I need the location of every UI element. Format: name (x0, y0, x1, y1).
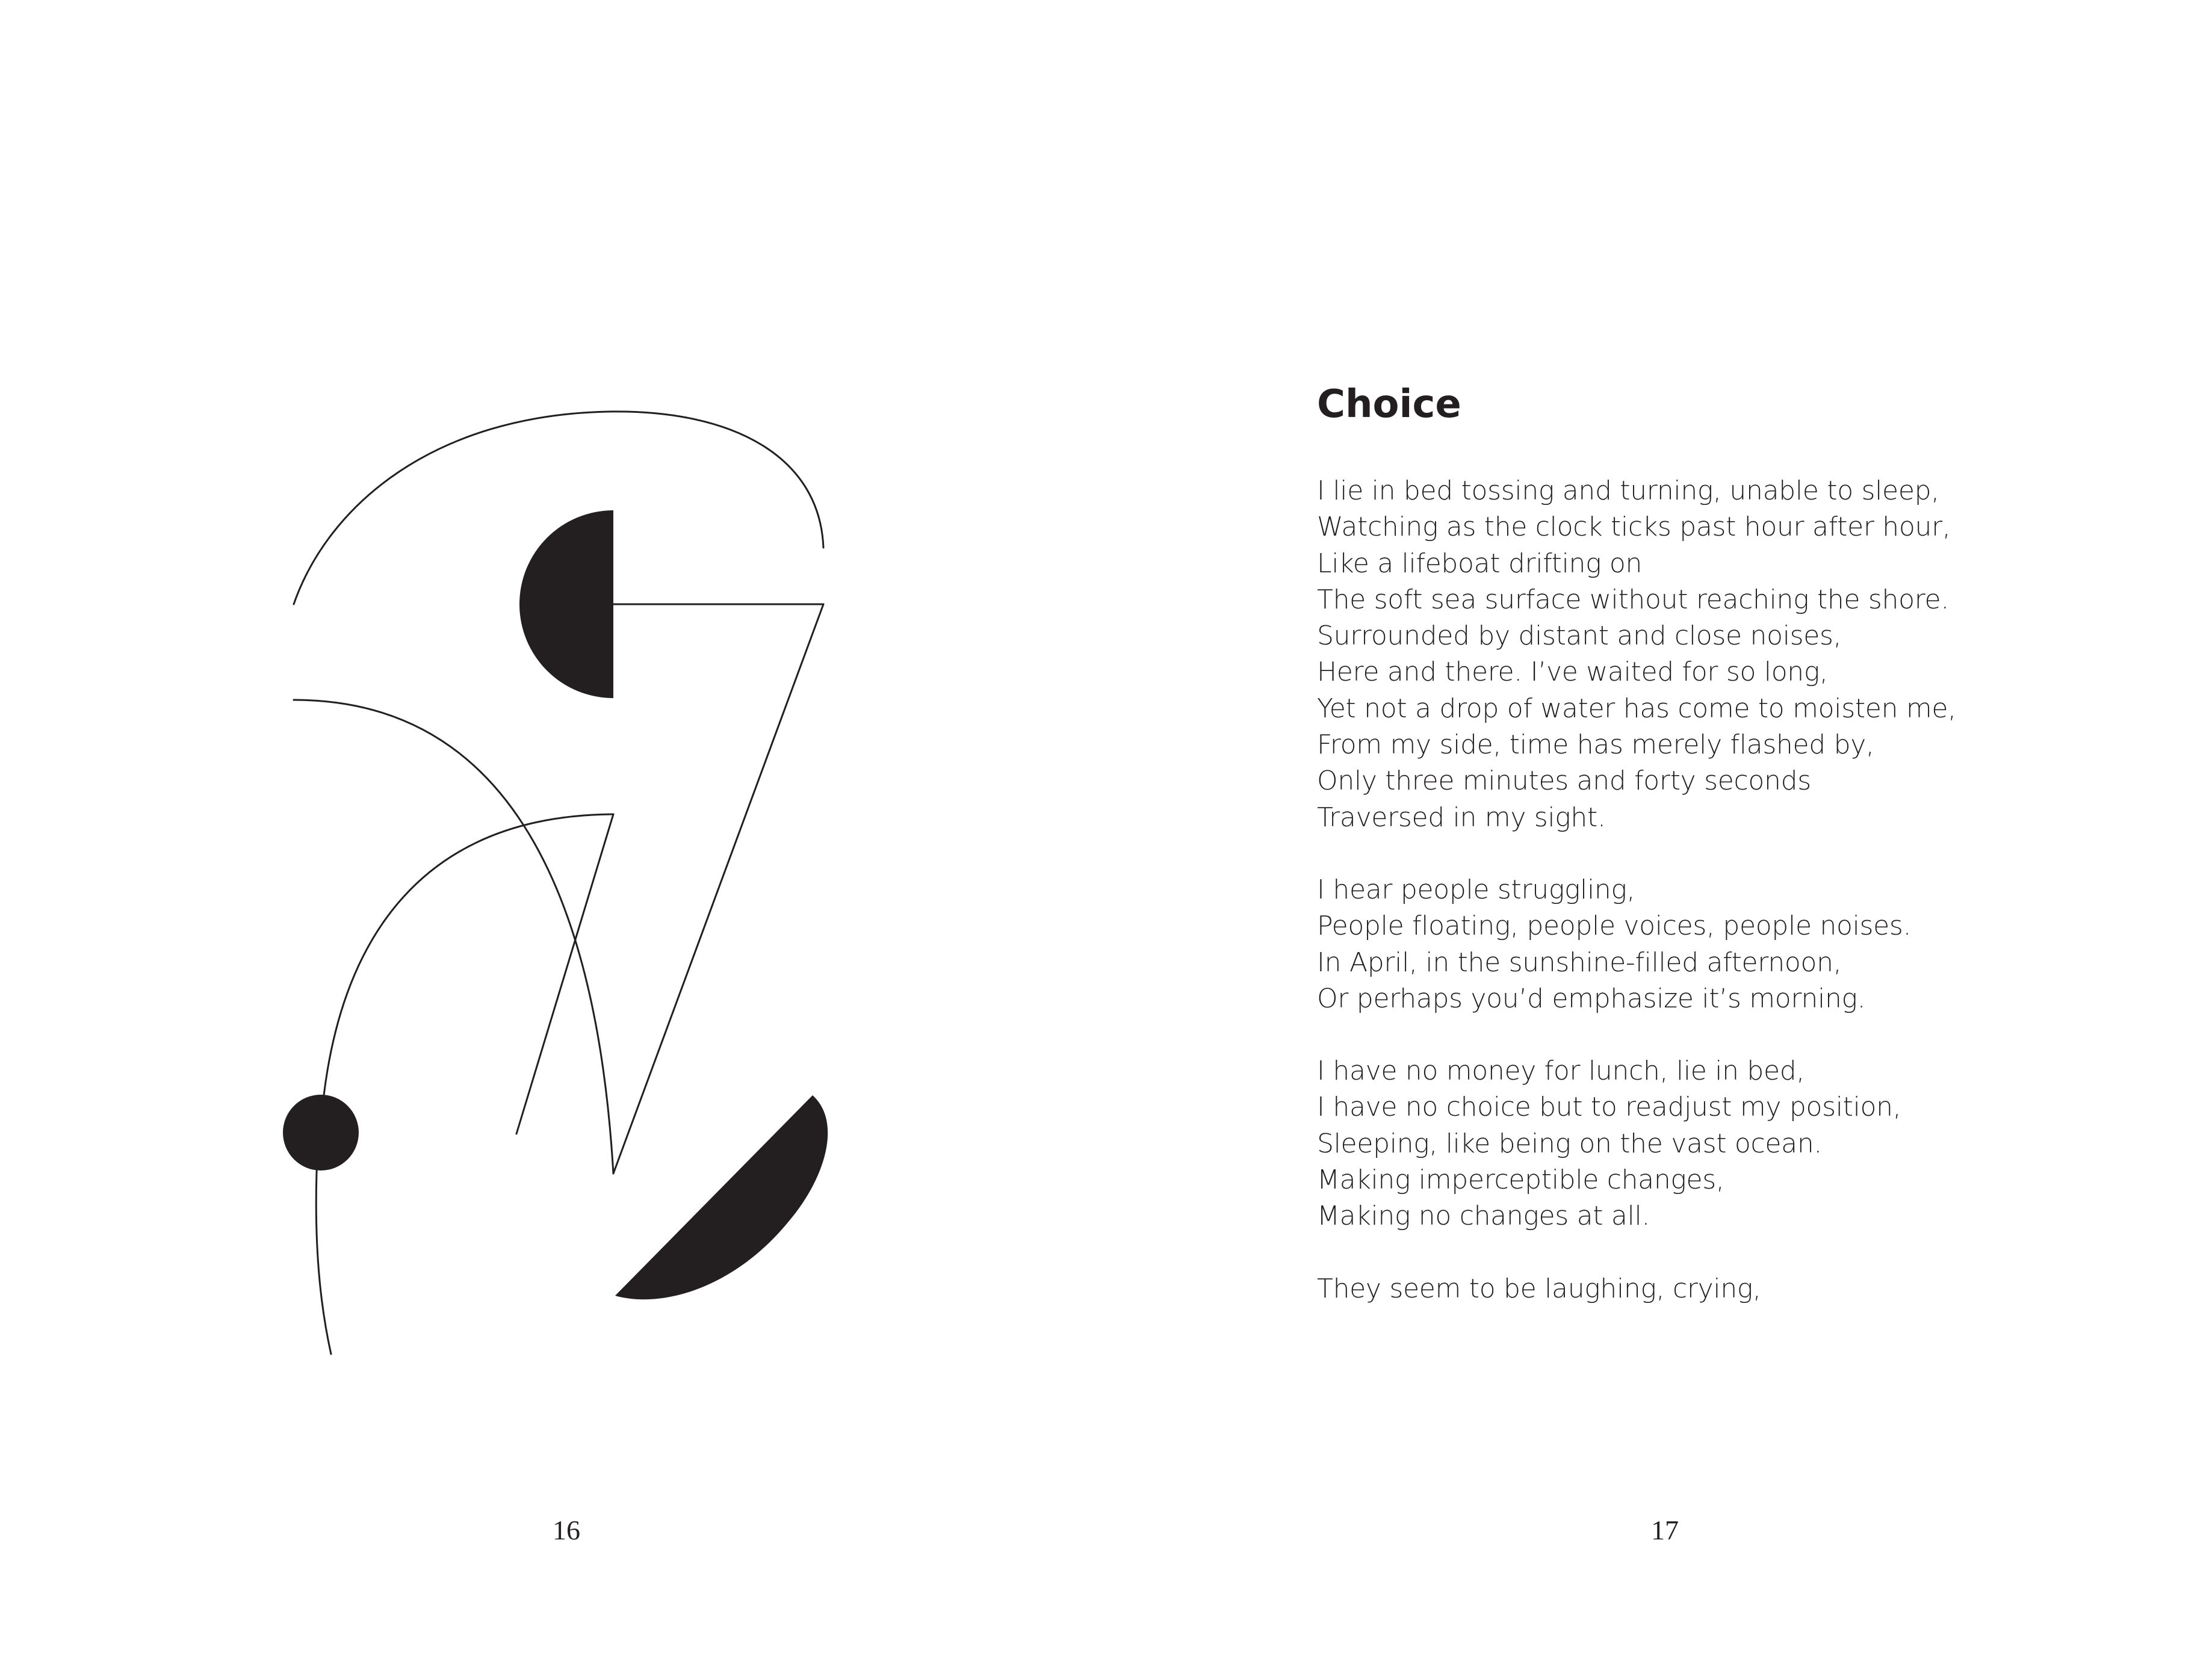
vertical-stem-line (316, 1143, 331, 1354)
poem-body (1317, 473, 2099, 1343)
poem-line: The soft sea surface without reaching the shore. (1317, 584, 1950, 615)
poem-line: Only three minutes and forty seconds (1317, 765, 1811, 797)
poem-line: Traversed in my sight. (1317, 802, 1606, 833)
poem-line: Surrounded by distant and close noises, (1317, 620, 1842, 652)
poem-title: Choice (1317, 382, 1461, 427)
page-number-left: 16 (553, 1515, 580, 1545)
poem-line: Yet not a drop of water has come to moisten me, (1317, 693, 1956, 724)
bottom-crescent-shape (615, 1095, 828, 1299)
poem-line: Making imperceptible changes, (1317, 1164, 1724, 1196)
poem-line: Watching as the clock ticks past hour after hour, (1317, 512, 1951, 543)
dot-shape (283, 1095, 359, 1171)
page-number-right: 17 (1651, 1515, 1679, 1545)
poem-line: I hear people struggling, (1317, 874, 1635, 905)
short-diagonal-line (516, 814, 613, 1134)
stanza-3 (1317, 1053, 2099, 1234)
poem-line: Making no changes at all. (1317, 1201, 1650, 1232)
poem-line: I have no choice but to readjust my position, (1317, 1092, 1901, 1123)
stanza-2 (1317, 872, 2099, 1017)
poem-line: Here and there. I’ve waited for so long, (1317, 657, 1828, 688)
poem-line: From my side, time has merely flashed by, (1317, 729, 1874, 761)
poem-line: They seem to be laughing, crying, (1317, 1273, 1761, 1304)
poem-line: Sleeping, like being on the vast ocean. (1317, 1128, 1823, 1159)
poem-line: I have no money for lunch, lie in bed, (1317, 1056, 1805, 1087)
poem-line: Or perhaps you’d emphasize it’s morning. (1317, 983, 1866, 1014)
poem-line: I lie in bed tossing and turning, unable to sleep, (1317, 475, 1939, 506)
half-disc-shape (519, 510, 613, 698)
long-diagonal-line (613, 604, 823, 1174)
stanza-4 (1317, 1271, 2099, 1307)
poem-line: People floating, people voices, people noises. (1317, 911, 1912, 942)
poem-line: In April, in the sunshine-filled afternoon, (1317, 947, 1842, 978)
stanza-1 (1317, 473, 2099, 836)
poem-line: Like a lifeboat drifting on (1317, 548, 1643, 579)
